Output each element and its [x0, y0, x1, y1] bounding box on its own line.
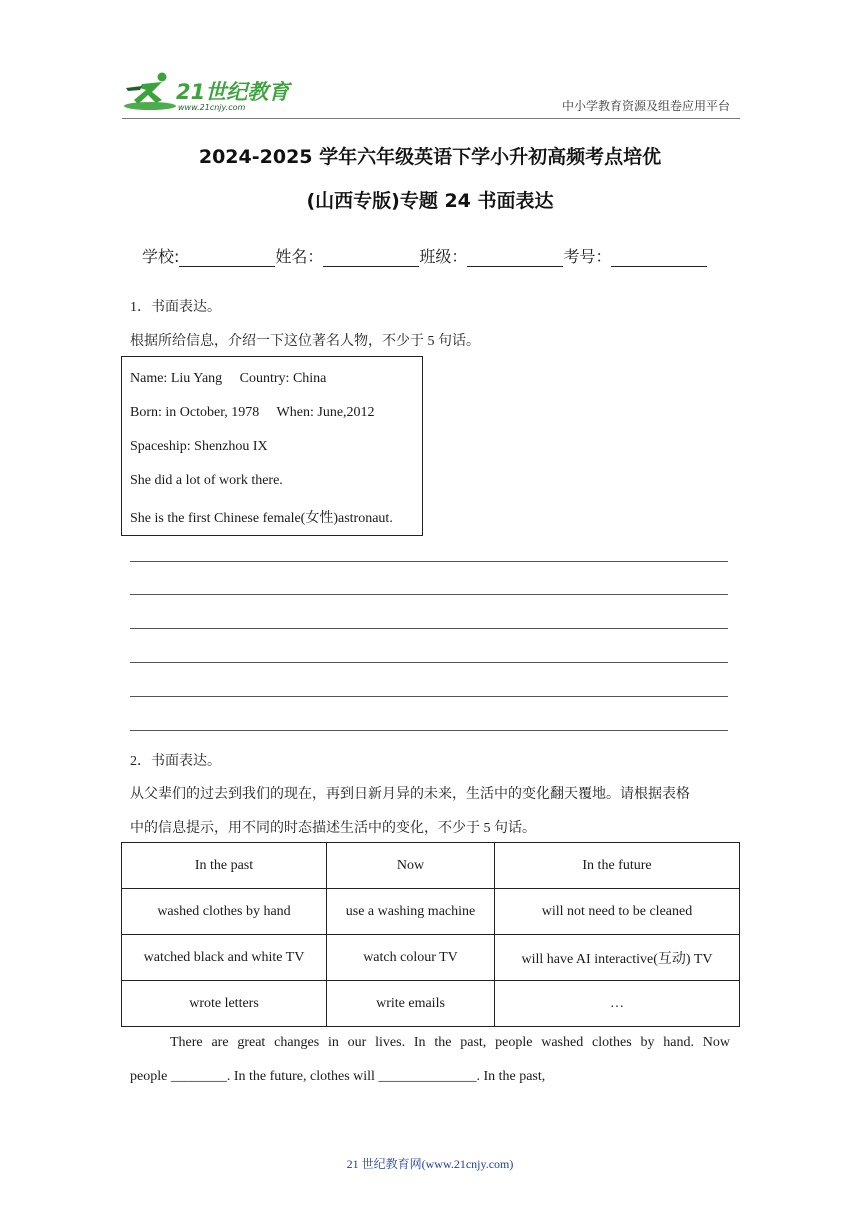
answer-line[interactable] [130, 628, 728, 629]
life-changes-table [121, 842, 740, 1027]
site-logo [122, 70, 292, 116]
sample-passage-line2: people ________. In the future, clothes will ______________. In the past, [130, 1069, 546, 1084]
info-box-line: Born: in October, 1978 When: June,2012 [130, 405, 375, 420]
question-2-instruction-cont: 中的信息提示，用不同的时态描述生活中的变化，不少于 5 句话。 [130, 821, 536, 836]
info-box-line: She did a lot of work there. [130, 473, 283, 488]
answer-line[interactable] [130, 730, 728, 731]
class-field[interactable] [467, 248, 563, 267]
question-1-instruction: 根据所给信息，介绍一下这位著名人物，不少于 5 句话。 [130, 334, 480, 349]
student-info-row [142, 244, 707, 267]
header-divider [122, 118, 740, 119]
table-row [122, 981, 740, 1027]
table-cell: washed clothes by hand [122, 889, 327, 935]
table-cell: use a washing machine [327, 889, 495, 935]
person-info-box [121, 356, 423, 536]
table-cell: watch colour TV [327, 935, 495, 981]
question-2-instruction: 从父辈们的过去到我们的现在，再到日新月异的未来，生活中的变化翻天覆地。请根据表格 [130, 787, 690, 802]
school-field[interactable] [179, 248, 275, 267]
info-box-line: Spaceship: Shenzhou IX [130, 439, 268, 454]
name-label: 姓名： [275, 247, 324, 266]
table-cell: will not need to be cleaned [495, 889, 740, 935]
table-row [122, 935, 740, 981]
sample-passage-line1: There are great changes in our lives. In the past, people washed clothes by hand. Now [170, 1035, 730, 1050]
page-title-line1: 2024-2025 学年六年级英语下学小升初高频考点培优 [198, 146, 662, 168]
name-field[interactable] [323, 248, 419, 267]
question-1-heading: 1．书面表达。 [130, 300, 221, 315]
question-2-heading: 2．书面表达。 [130, 754, 221, 769]
runner-logo-icon [122, 70, 292, 116]
logo-wordmark: 21世纪教育 [176, 80, 290, 104]
table-header-cell: Now [327, 843, 495, 889]
table-row [122, 889, 740, 935]
table-cell: … [495, 981, 740, 1027]
table-cell: will have AI interactive(互动) TV [495, 935, 740, 981]
answer-line[interactable] [130, 662, 728, 663]
info-box-line: Name: Liu Yang Country: China [130, 371, 327, 386]
page-title-line2: (山西专版)专题 24 书面表达 [306, 190, 554, 212]
table-header-row [122, 843, 740, 889]
answer-line[interactable] [130, 696, 728, 697]
answer-line[interactable] [130, 594, 728, 595]
table-cell: wrote letters [122, 981, 327, 1027]
info-box-line: She is the first Chinese female(女性)astronaut. [130, 511, 393, 526]
table-cell: watched black and white TV [122, 935, 327, 981]
answer-line[interactable] [130, 561, 728, 562]
table-header-cell: In the past [122, 843, 327, 889]
exam-number-label: 考号： [563, 247, 612, 266]
page-footer[interactable]: 21 世纪教育网(www.21cnjy.com) [346, 1157, 514, 1171]
platform-tagline: 中小学教育资源及组卷应用平台 [561, 99, 730, 113]
class-label: 班级： [419, 247, 468, 266]
table-header-cell: In the future [495, 843, 740, 889]
logo-url: www.21cnjy.com [178, 103, 246, 112]
table-cell: write emails [327, 981, 495, 1027]
school-label: 学校: [142, 247, 180, 266]
exam-number-field[interactable] [611, 248, 707, 267]
